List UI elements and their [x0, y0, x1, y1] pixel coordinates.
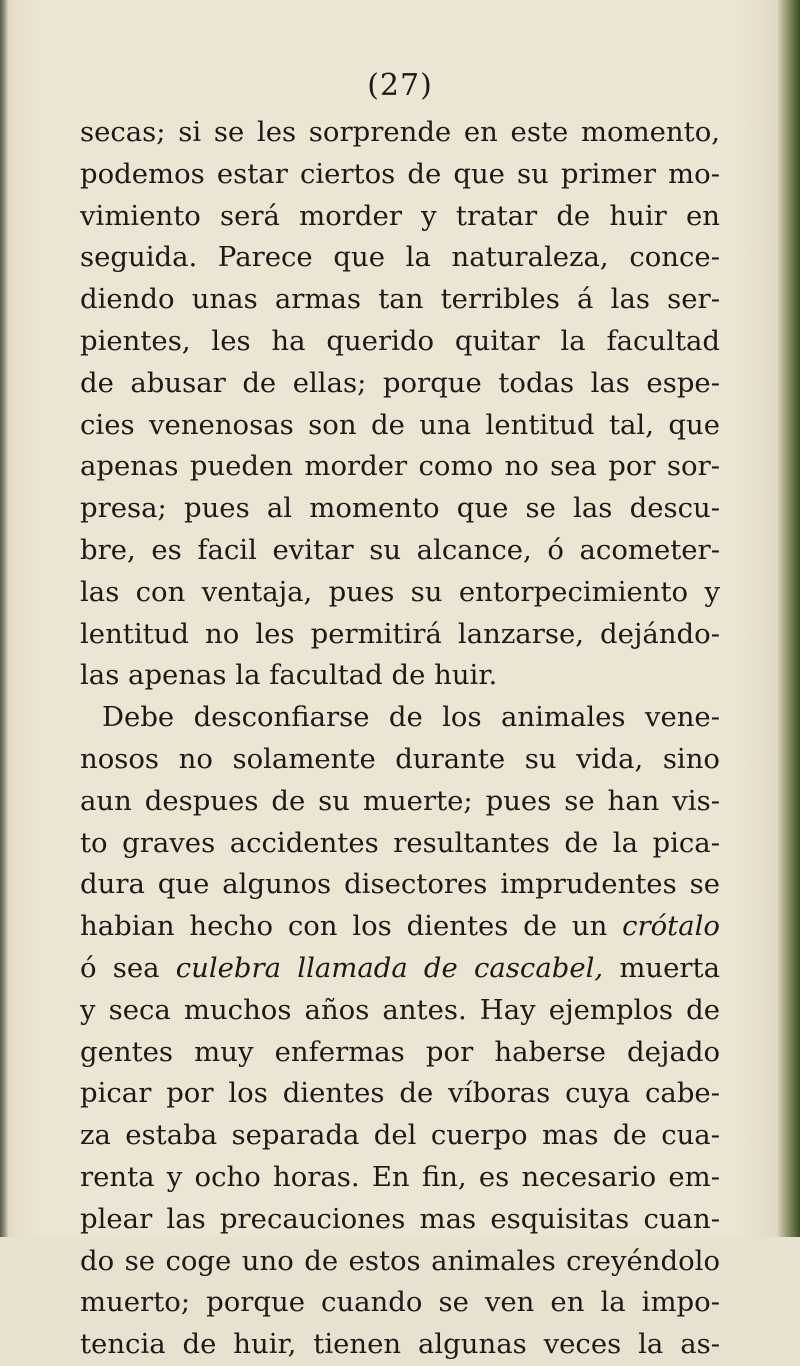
text-line: to graves accidentes resultantes de la pica-	[80, 826, 720, 859]
text-line: nosos no solamente durante su vida, sino	[80, 742, 720, 775]
text-line: podemos estar ciertos de que su primer mo-	[80, 157, 720, 190]
page-right-edge	[778, 0, 800, 1237]
text-line: seguida. Parece que la naturaleza, conce-	[80, 241, 720, 274]
text-line: gentes muy enfermas por haberse dejado	[80, 1035, 720, 1068]
text-line: las con ventaja, pues su entorpecimiento y	[80, 575, 720, 608]
text-line: ó sea culebra llamada de cascabel, muerta	[80, 951, 720, 984]
text-line: vimiento será morder y tratar de huir en	[80, 199, 720, 232]
text-line: aun despues de su muerte; pues se han vis-	[80, 784, 720, 817]
text-line: las apenas la facultad de huir.	[80, 659, 498, 692]
text-line: muerto; porque cuando se ven en la impo-	[80, 1286, 720, 1319]
text-line: cies venenosas son de una lentitud tal, que	[80, 408, 720, 441]
italic-term: crótalo	[622, 910, 720, 943]
text-line: apenas pueden morder como no sea por sor-	[80, 450, 720, 483]
text-line: dura que algunos disectores imprudentes se	[80, 868, 720, 901]
text-line: de abusar de ellas; porque todas las espe-	[80, 366, 720, 399]
text-line: plear las precauciones mas esquisitas cuan-	[80, 1202, 720, 1235]
text-line: za estaba separada del cuerpo mas de cua-	[80, 1119, 720, 1152]
text-line: bre, es facil evitar su alcance, ó acometer-	[80, 533, 720, 566]
text-line: habian hecho con los dientes de un crótalo	[80, 910, 720, 943]
page-left-edge	[0, 0, 8, 1237]
text-line: presa; pues al momento que se las descu-	[80, 492, 720, 525]
text-line: Debe desconfiarse de los animales vene-	[102, 701, 720, 734]
page-number: (27)	[367, 68, 433, 103]
text-line: y seca muchos años antes. Hay ejemplos de	[80, 993, 720, 1026]
text-line: do se coge uno de estos animales creyéndolo	[80, 1244, 720, 1277]
text-line: diendo unas armas tan terribles á las ser-	[80, 283, 720, 316]
text-line: lentitud no les permitirá lanzarse, dejándo-	[80, 617, 720, 650]
body-text	[80, 112, 720, 1366]
text-line: pientes, les ha querido quitar la facultad	[80, 324, 720, 357]
italic-term: culebra llamada de cascabel,	[175, 951, 604, 984]
text-line: tencia de huir, tienen algunas veces la as-	[80, 1328, 720, 1361]
text-line: picar por los dientes de víboras cuya cabe-	[80, 1077, 720, 1110]
text-line: renta y ocho horas. En fin, es necesario em-	[80, 1160, 720, 1193]
text-line: secas; si se les sorprende en este momento,	[80, 116, 720, 148]
